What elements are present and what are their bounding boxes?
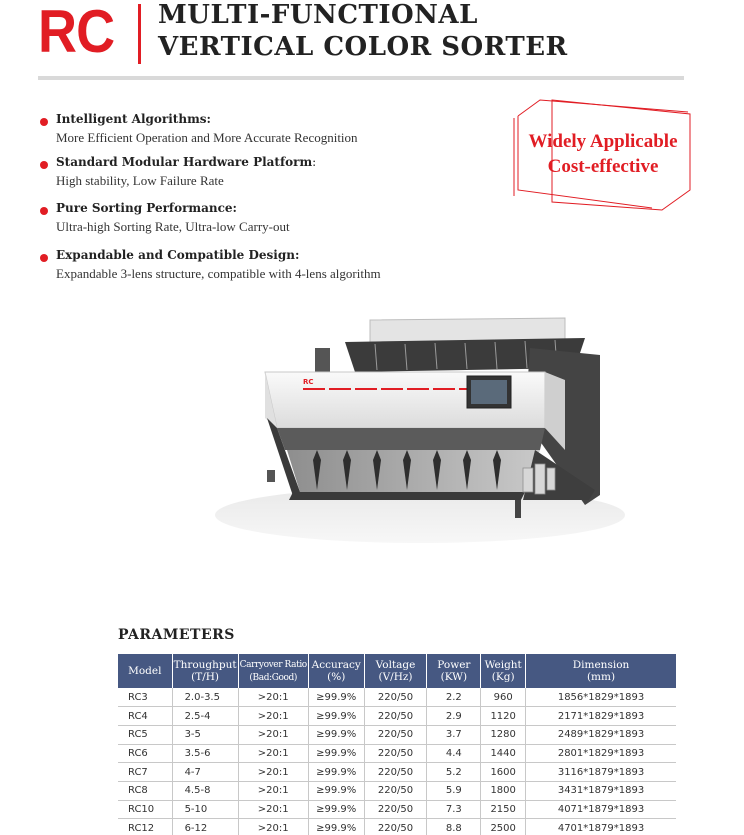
cell-carryover: >20:1 <box>238 763 308 782</box>
feature-title: Intelligent Algorithms: <box>56 112 211 126</box>
cell-carryover: >20:1 <box>238 781 308 800</box>
column-header-throughput: Throughput (T/H) <box>172 654 238 688</box>
cell-throughput: 4.5-8 <box>172 781 238 800</box>
cell-dimension: 4071*1879*1893 <box>526 800 676 819</box>
column-header-carryover: Carryover Ratio (Bad:Good) <box>238 654 308 688</box>
cell-carryover: >20:1 <box>238 744 308 763</box>
table-row <box>118 763 676 782</box>
highlight-badge <box>512 98 694 212</box>
cell-model: RC3 <box>118 688 172 707</box>
cell-dimension: 2489*1829*1893 <box>526 725 676 744</box>
table-row <box>118 707 676 726</box>
cell-voltage: 220/50 <box>364 781 427 800</box>
column-header-power: Power (KW) <box>427 654 481 688</box>
cell-model: RC6 <box>118 744 172 763</box>
cell-voltage: 220/50 <box>364 800 427 819</box>
cell-accuracy: ≥99.9% <box>308 707 364 726</box>
cell-dimension: 1856*1829*1893 <box>526 688 676 707</box>
feature-desc: Ultra-high Sorting Rate, Ultra-low Carry-out <box>56 219 290 234</box>
table-row <box>118 800 676 819</box>
parameters-title: PARAMETERS <box>118 627 235 643</box>
cell-throughput: 4-7 <box>172 763 238 782</box>
cell-voltage: 220/50 <box>364 707 427 726</box>
cell-model: RC4 <box>118 707 172 726</box>
feature-item <box>40 201 520 235</box>
cell-dimension: 2801*1829*1893 <box>526 744 676 763</box>
color-sorter-machine-image <box>205 300 645 550</box>
cell-accuracy: ≥99.9% <box>308 688 364 707</box>
parameters-table <box>118 654 676 835</box>
cell-accuracy: ≥99.9% <box>308 819 364 835</box>
cell-voltage: 220/50 <box>364 688 427 707</box>
cell-voltage: 220/50 <box>364 725 427 744</box>
column-header-weight: Weight (Kg) <box>481 654 526 688</box>
header-rule <box>38 76 684 80</box>
cell-throughput: 2.0-3.5 <box>172 688 238 707</box>
cell-model: RC10 <box>118 800 172 819</box>
page-title-line-1: MULTI-FUNCTIONAL <box>158 0 478 30</box>
cell-power: 5.2 <box>427 763 481 782</box>
rc-logo: RC <box>38 0 115 65</box>
cell-weight: 1440 <box>481 744 526 763</box>
feature-title: Pure Sorting Performance: <box>56 201 237 215</box>
cell-dimension: 3116*1879*1893 <box>526 763 676 782</box>
cell-voltage: 220/50 <box>364 744 427 763</box>
column-header-model: Model <box>118 654 172 688</box>
cell-power: 4.4 <box>427 744 481 763</box>
cell-weight: 1280 <box>481 725 526 744</box>
cell-voltage: 220/50 <box>364 763 427 782</box>
cell-throughput: 5-10 <box>172 800 238 819</box>
table-row <box>118 744 676 763</box>
feature-title: Expandable and Compatible Design: <box>56 248 300 262</box>
column-header-dimension: Dimension (mm) <box>526 654 676 688</box>
feature-item <box>40 155 520 189</box>
bullet-icon <box>40 207 48 215</box>
column-header-voltage: Voltage (V/Hz) <box>364 654 427 688</box>
cell-accuracy: ≥99.9% <box>308 781 364 800</box>
cell-weight: 2150 <box>481 800 526 819</box>
table-row <box>118 781 676 800</box>
cell-weight: 1600 <box>481 763 526 782</box>
cell-carryover: >20:1 <box>238 688 308 707</box>
cell-power: 5.9 <box>427 781 481 800</box>
cell-power: 2.2 <box>427 688 481 707</box>
cell-accuracy: ≥99.9% <box>308 744 364 763</box>
feature-desc: High stability, Low Failure Rate <box>56 173 224 188</box>
cell-accuracy: ≥99.9% <box>308 800 364 819</box>
bullet-icon <box>40 161 48 169</box>
cell-dimension: 3431*1879*1893 <box>526 781 676 800</box>
cell-voltage: 220/50 <box>364 819 427 835</box>
column-header-accuracy: Accuracy (%) <box>308 654 364 688</box>
cell-dimension: 4701*1879*1893 <box>526 819 676 835</box>
table-row <box>118 688 676 707</box>
cell-weight: 2500 <box>481 819 526 835</box>
cell-model: RC12 <box>118 819 172 835</box>
cell-model: RC5 <box>118 725 172 744</box>
cell-throughput: 3.5-6 <box>172 744 238 763</box>
cell-power: 3.7 <box>427 725 481 744</box>
feature-desc: Expandable 3-lens structure, compatible with 4-lens algorithm <box>56 266 381 281</box>
cell-carryover: >20:1 <box>238 707 308 726</box>
cell-throughput: 6-12 <box>172 819 238 835</box>
page-title-line-2: VERTICAL COLOR SORTER <box>158 32 568 62</box>
bullet-icon <box>40 118 48 126</box>
badge-line-1: Widely Applicable <box>528 131 678 152</box>
header-divider <box>138 4 141 64</box>
table-header-row <box>118 654 676 688</box>
cell-power: 7.3 <box>427 800 481 819</box>
badge-frame <box>512 98 694 212</box>
cell-model: RC7 <box>118 763 172 782</box>
bullet-icon <box>40 254 48 262</box>
cell-throughput: 3-5 <box>172 725 238 744</box>
cell-dimension: 2171*1829*1893 <box>526 707 676 726</box>
badge-line-2: Cost-effective <box>547 156 659 177</box>
cell-accuracy: ≥99.9% <box>308 725 364 744</box>
feature-desc: More Efficient Operation and More Accurate Recognition <box>56 130 358 145</box>
feature-item <box>40 248 520 282</box>
machine-brand-label: RC <box>303 378 314 386</box>
cell-throughput: 2.5-4 <box>172 707 238 726</box>
cell-carryover: >20:1 <box>238 725 308 744</box>
cell-weight: 1800 <box>481 781 526 800</box>
cell-power: 8.8 <box>427 819 481 835</box>
cell-weight: 1120 <box>481 707 526 726</box>
feature-title: Standard Modular Hardware Platform: <box>56 155 317 169</box>
cell-model: RC8 <box>118 781 172 800</box>
cell-accuracy: ≥99.9% <box>308 763 364 782</box>
cell-power: 2.9 <box>427 707 481 726</box>
table-row <box>118 725 676 744</box>
cell-carryover: >20:1 <box>238 800 308 819</box>
cell-weight: 960 <box>481 688 526 707</box>
table-row <box>118 819 676 835</box>
feature-item <box>40 112 520 146</box>
cell-carryover: >20:1 <box>238 819 308 835</box>
